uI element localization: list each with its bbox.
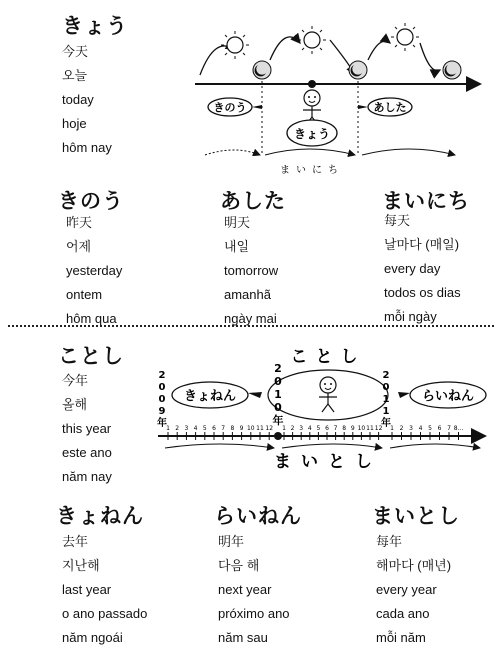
translation-ko: 올해 [62,397,88,412]
tomorrow-heading: あした [220,189,286,213]
last-year-translations [62,535,147,655]
translation-zh: 每年 [376,534,403,549]
month-label: 10 [357,425,366,432]
translation-pt: cada ano [376,606,430,621]
svg-text:1: 1 [382,406,390,417]
translation-zh: 明天 [224,215,251,230]
translation-zh: 去年 [62,534,89,549]
day-timeline-diagram [190,15,490,180]
month-label: 12 [374,425,383,432]
translation-zh: 今年 [62,373,89,388]
translation-zh: 每天 [384,213,411,228]
translation-en: last year [62,582,112,597]
translation-en: every day [384,261,441,276]
svg-text:0: 0 [158,382,166,393]
svg-text:1: 1 [274,388,282,401]
svg-text:0: 0 [274,375,282,388]
moon-icon [443,61,461,79]
translation-ko: 날마다 (매일) [384,237,460,252]
next-year-label-pointer [398,382,486,408]
translation-en: yesterday [66,263,123,278]
year-2009-label [157,370,167,429]
last-year-label-pointer [172,382,262,408]
month-label: 9 [239,425,244,432]
sun-icon [298,26,326,54]
translation-en: tomorrow [224,263,279,278]
translation-pt: próximo ano [218,606,290,621]
month-label: 3 [299,425,304,432]
month-label: 5 [316,425,321,432]
translation-vi: mỗi năm [376,630,426,645]
tomorrow-label: あした [373,101,407,114]
translation-zh: 明年 [218,534,245,549]
month-label: 1 [282,425,286,432]
svg-text:年: 年 [272,414,284,427]
every-day-translations [384,214,461,334]
month-label: 4 [307,425,312,432]
sun-icon [221,31,249,59]
svg-text:2: 2 [158,370,166,381]
month-label: 3 [184,425,189,432]
translation-vi: hôm nay [62,140,112,155]
svg-text:1: 1 [382,394,390,405]
month-label: 8 [230,425,235,432]
translation-ko: 해마다 (매년) [376,558,452,573]
this-year-translations [62,374,112,494]
moon-icon [349,61,367,79]
translation-ko: 오늘 [62,68,88,83]
translation-pt: hoje [62,116,87,131]
every-year-translations [376,535,451,655]
translation-vi: mỗi ngày [384,309,437,324]
last-year-heading: きょねん [56,504,144,528]
translation-en: this year [62,421,112,436]
month-label: 8 [342,425,347,432]
month-label: 4 [418,425,423,432]
translation-ko: 다음 해 [218,558,260,573]
month-label: 6 [212,425,216,432]
today-label: きょう [293,127,331,141]
year-2011-label [381,370,391,429]
moon-icon [253,61,271,79]
every-year-diagram-label: まいとし [274,452,382,472]
translation-pt: o ano passado [62,606,148,621]
translation-vi: năm nay [62,469,112,484]
translation-pt: amanhã [224,287,271,302]
translation-en: every year [376,582,437,597]
svg-text:0: 0 [158,394,166,405]
svg-text:2: 2 [274,362,282,375]
translation-vi: ngày mai [224,311,277,326]
svg-text:9: 9 [158,406,166,417]
month-label: 2 [399,425,404,432]
month-label: 2 [290,425,295,432]
svg-text:0: 0 [274,401,282,414]
today-label-ellipse [287,120,337,146]
month-ticks [166,425,463,440]
translation-zh: 今天 [62,44,89,59]
translation-ko: 지난해 [62,558,100,573]
month-label: 9 [350,425,355,432]
svg-text:年: 年 [157,418,167,429]
month-label: 6 [325,425,329,432]
today-heading: きょう [62,14,128,38]
every-year-heading: まいとし [372,504,460,528]
month-label: 6 [437,425,442,432]
every-day-heading: まいにち [382,189,470,213]
svg-text:年: 年 [381,418,391,429]
month-label: 1 [390,425,394,432]
year-timeline-diagram [150,340,495,475]
translation-en: today [62,92,94,107]
month-label: 2 [175,425,180,432]
translation-ko: 어제 [66,239,92,254]
next-year-translations [218,535,290,655]
month-label: 5 [428,425,432,432]
translation-pt: ontem [66,287,103,302]
translation-vi: hôm qua [66,311,117,326]
this-year-heading: ことし [58,344,124,368]
translation-vi: năm sau [218,630,268,645]
tomorrow-label-pointer [358,98,412,116]
month-label: 3 [409,425,413,432]
svg-text:0: 0 [382,382,390,393]
every-day-label: まいにち [280,165,344,176]
sun-icon [391,23,419,51]
translation-zh: 昨天 [66,215,93,230]
month-label: 10 [246,425,255,432]
month-label: 11 [256,425,264,432]
translation-pt: este ano [62,445,112,460]
month-label: 12 [265,425,274,432]
month-label: 1 [166,425,170,432]
tomorrow-translations [224,216,278,336]
month-label: 7 [221,425,226,432]
next-year-heading: らいねん [214,504,302,528]
translation-pt: todos os dias [384,285,461,300]
month-label: 11 [366,425,374,432]
next-year-label: らいねん [421,389,475,404]
this-year-diagram-label: ことし [290,347,366,367]
svg-text:2: 2 [382,370,390,381]
month-label: 4 [193,425,198,432]
yesterday-heading: きのう [58,189,124,213]
month-label: 7 [447,425,451,432]
translation-en: next year [218,582,272,597]
yesterday-label: きのう [213,101,247,114]
translation-vi: năm ngoái [62,630,123,645]
month-label: 8... [453,425,464,432]
section-divider [8,325,494,327]
last-year-label: きょねん [183,389,237,404]
yesterday-label-pointer [208,98,262,116]
month-label: 5 [202,425,207,432]
yesterday-translations [66,216,122,336]
month-label: 7 [333,425,338,432]
translation-ko: 내일 [224,239,250,254]
today-translations [62,45,112,165]
